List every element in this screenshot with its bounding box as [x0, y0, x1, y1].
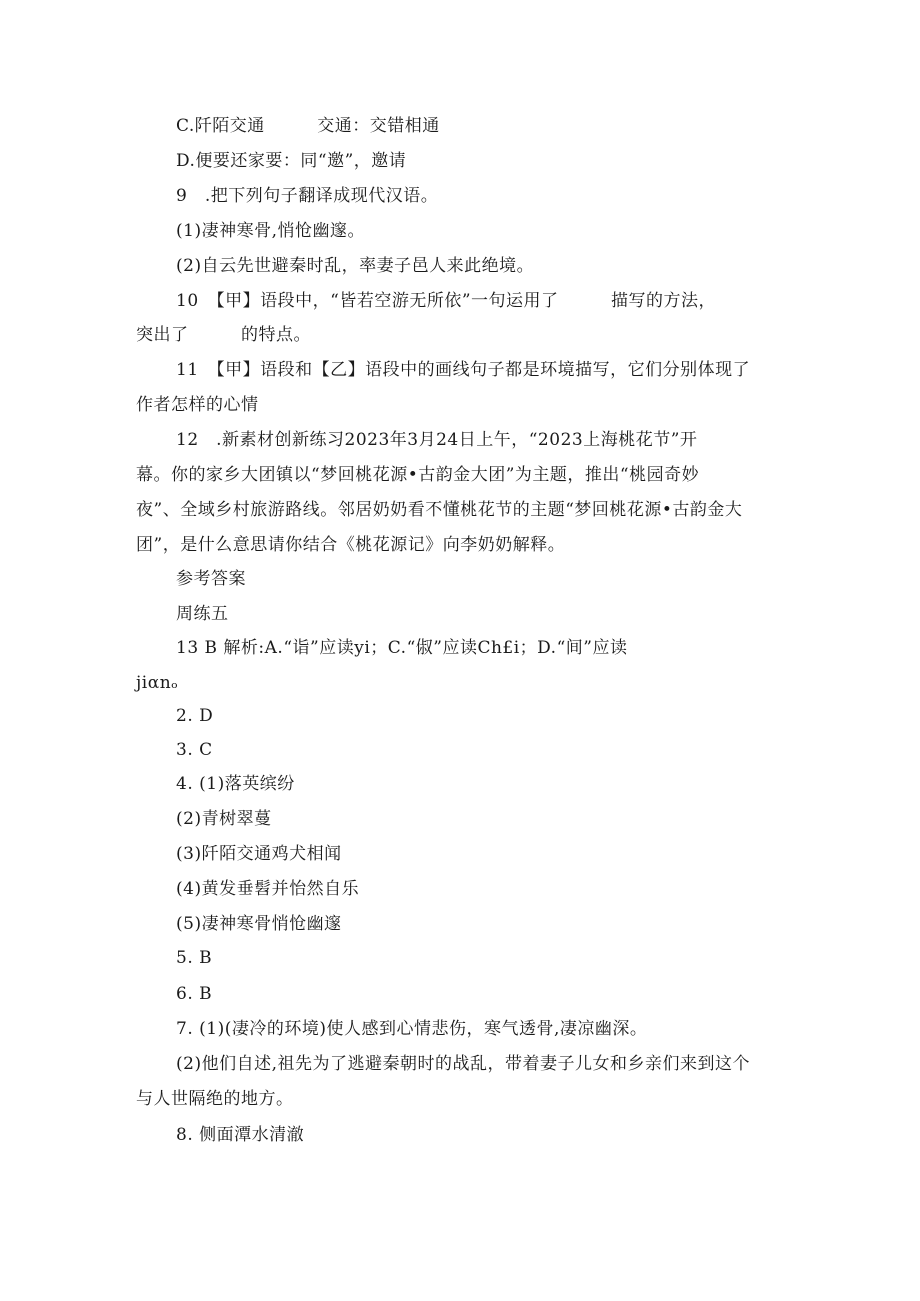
question-10-continued: 突出了 的特点。 [136, 325, 311, 345]
option-c-line: C.阡陌交通 交通：交错相通 [176, 116, 440, 136]
answer-6: 6. B [176, 984, 213, 1004]
question-10: 10 【甲】语段中，“皆若空游无所依”一句运用了 描写的方法， [176, 291, 717, 311]
question-9-item-2: (2)自云先世避秦时乱，率妻子邑人来此绝境。 [176, 256, 535, 276]
answers-subheading: 周练五 [176, 604, 229, 624]
answers-heading: 参考答案 [176, 569, 246, 589]
answer-3: 3. C [176, 740, 213, 760]
question-12-line-4: 团”，是什么意思请你结合《桃花源记》向李奶奶解释。 [136, 535, 566, 555]
answer-7-item-2: (2)他们自述,祖先为了逃避秦朝时的战乱，带着妻子儿女和乡亲们来到这个 [176, 1054, 750, 1074]
answer-4-item-2: (2)青树翠蔓 [176, 809, 272, 829]
answer-2: 2. D [176, 706, 214, 726]
question-12-line-3: 夜”、全域乡村旅游路线。邻居奶奶看不懂桃花节的主题“梦回桃花源•古韵金大 [136, 500, 743, 520]
answer-4-item-5: (5)凄神寒骨悄怆幽邃 [176, 914, 342, 934]
answer-1: 13 B 解析:A.“诣”应读yi；C.“俶”应读Ch£i；D.“间”应读 [176, 638, 628, 658]
answer-1-continued: jiαnₒ [136, 673, 179, 693]
answer-5: 5. B [176, 948, 213, 968]
answer-7-item-1: 7. (1)(凄冷的环境)使人感到心情悲伤，寒气透骨,凄凉幽深。 [176, 1019, 648, 1039]
question-12: 12 .新素材创新练习2023年3月24日上午，“2023上海桃花节”开 [176, 430, 698, 450]
answer-7-continued: 与人世隔绝的地方。 [136, 1089, 294, 1109]
question-12-line-2: 幕。你的家乡大团镇以“梦回桃花源•古韵金大团”为主题，推出“桃园奇妙 [136, 465, 700, 485]
answer-4-item-4: (4)黄发垂髫并怡然自乐 [176, 879, 360, 899]
answer-4-item-1: 4. (1)落英缤纷 [176, 774, 295, 794]
answer-8: 8. 侧面潭水清澈 [176, 1125, 305, 1145]
question-9: 9 .把下列句子翻译成现代汉语。 [176, 186, 439, 206]
question-11: 11 【甲】语段和【乙】语段中的画线句子都是环境描写，它们分别体现了 [176, 360, 751, 380]
question-9-item-1: (1)凄神寒骨,悄怆幽邃。 [176, 221, 365, 241]
option-d-line: D.便要还家要：同“邀”，邀请 [176, 151, 407, 171]
answer-4-item-3: (3)阡陌交通鸡犬相闻 [176, 844, 342, 864]
question-11-continued: 作者怎样的心情 [136, 395, 259, 415]
